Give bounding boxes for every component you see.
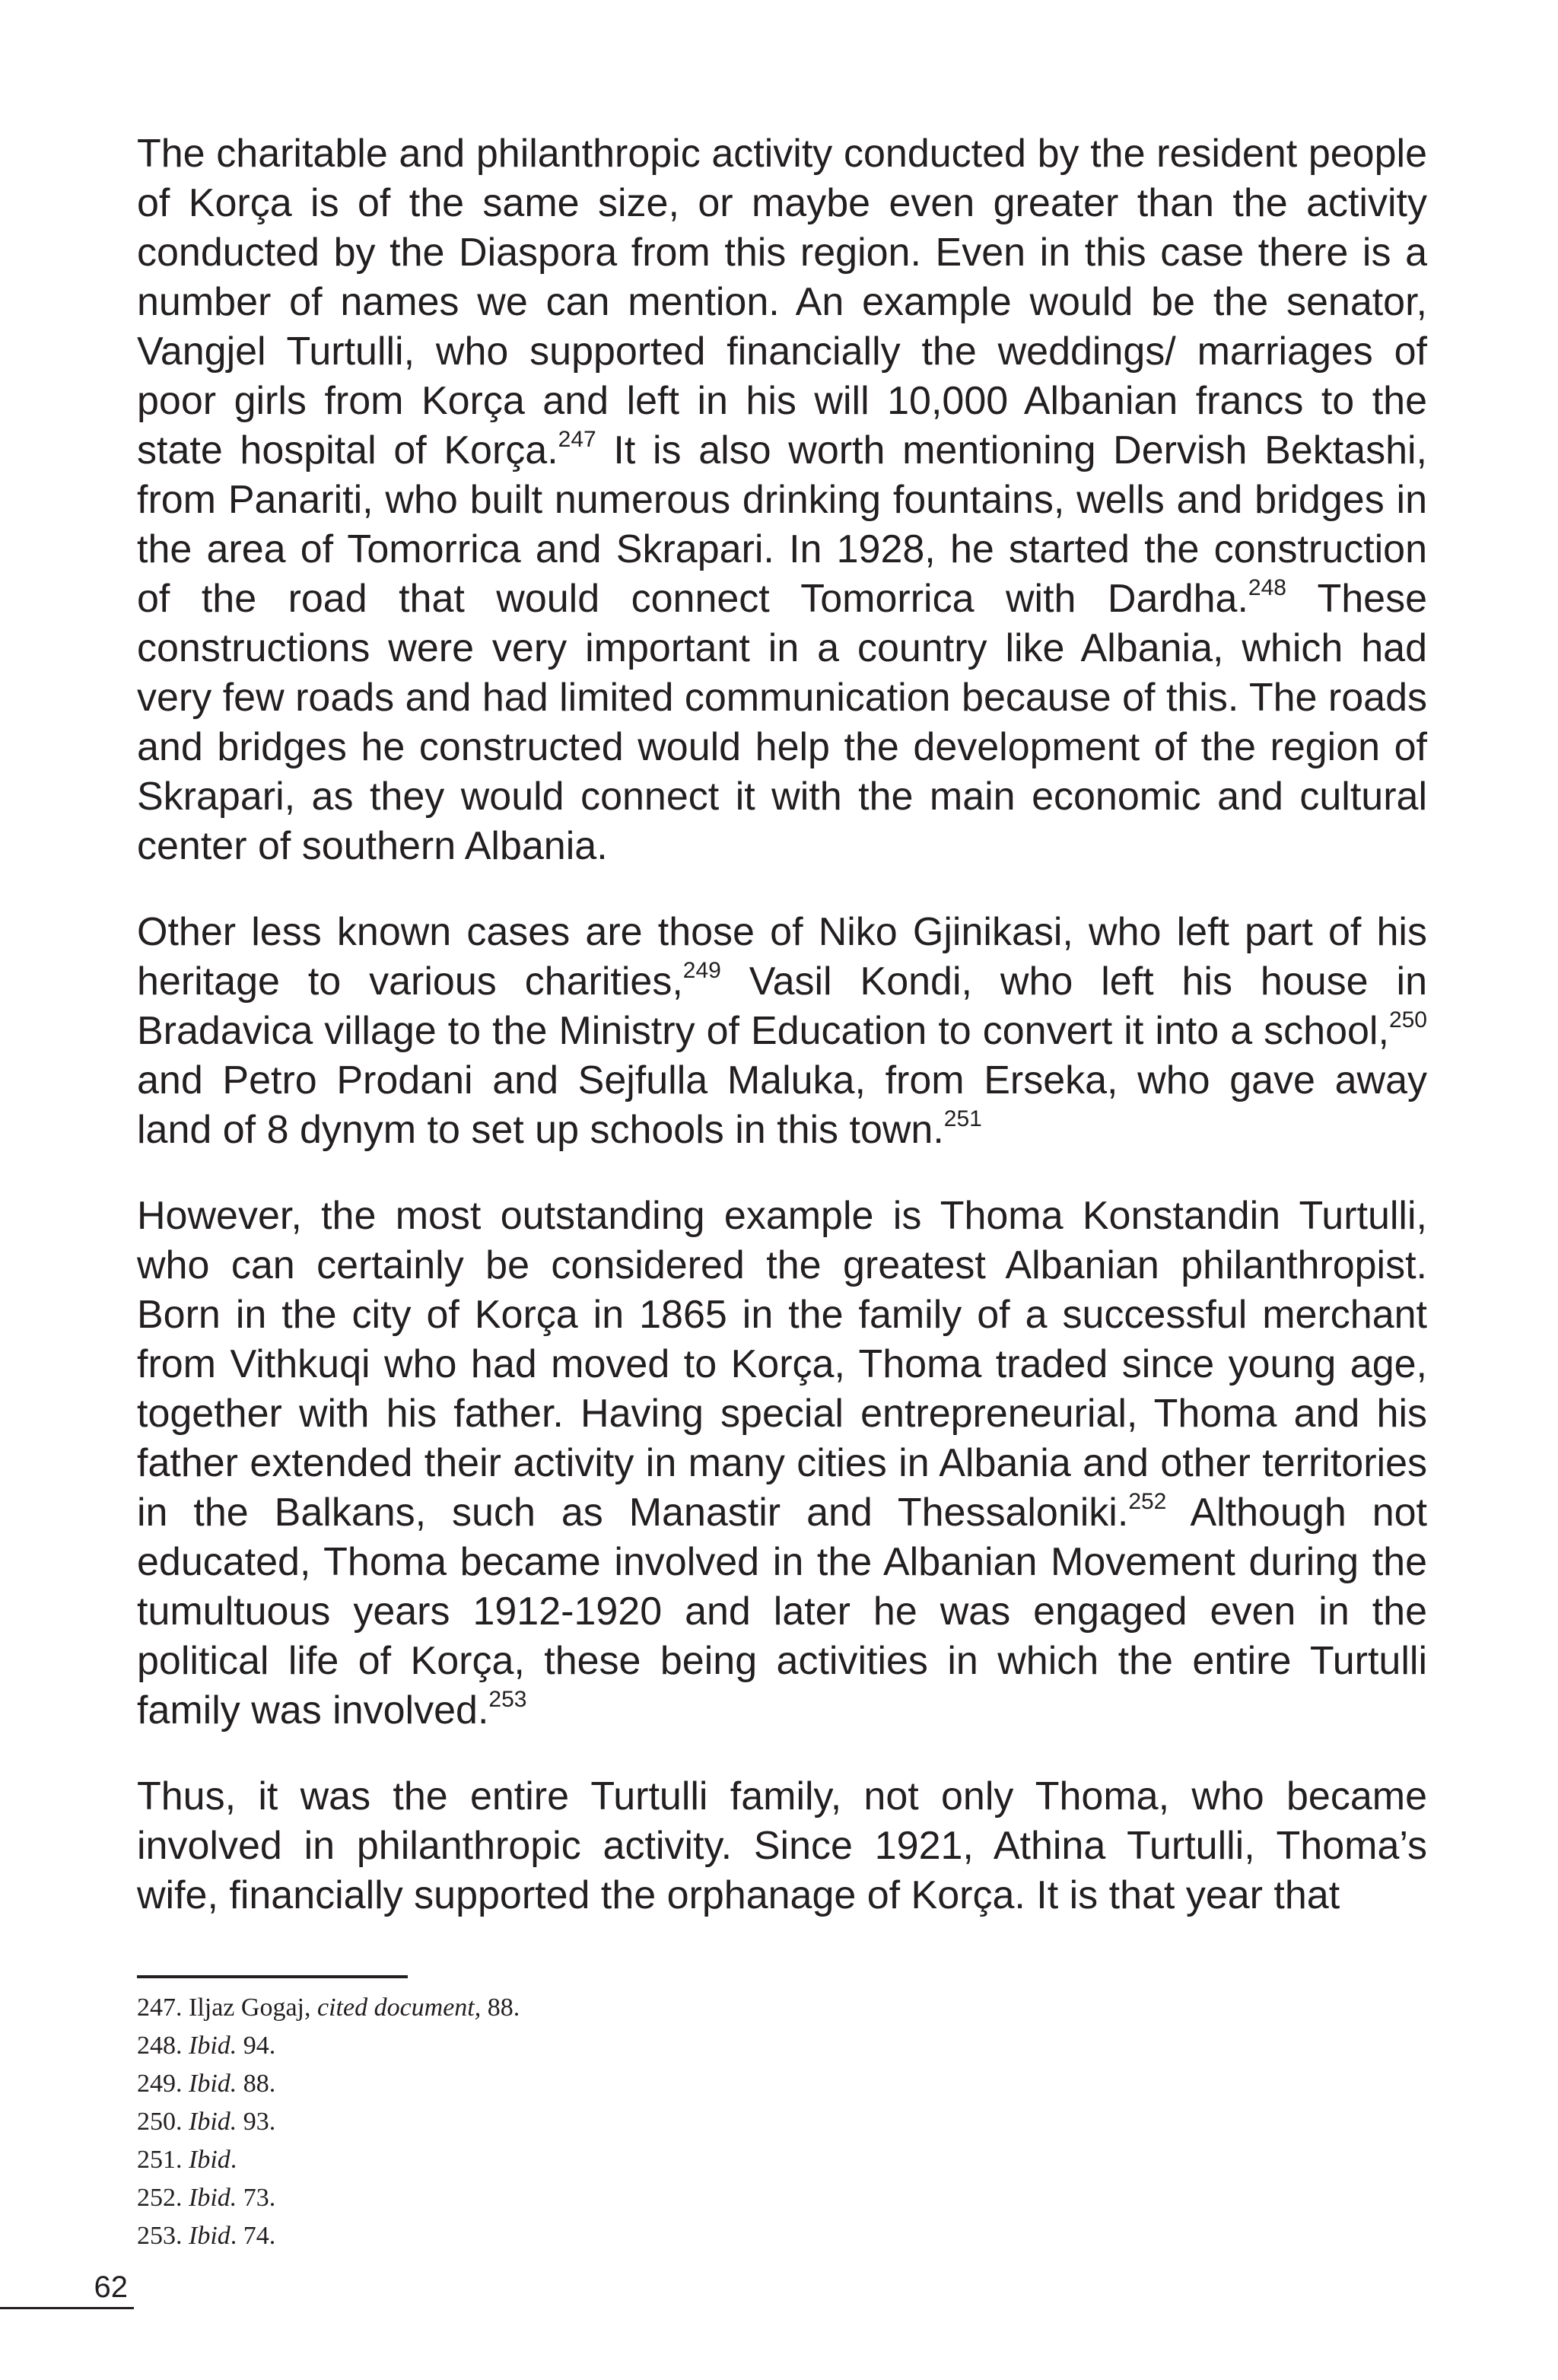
footnote-number: 248. (137, 2032, 189, 2060)
paragraph-text: Thus, it was the entire Turtulli family, not only Thoma, who became involved in philanthropic activity. Since 1921, Athina Turtulli, Thoma’s wife, financially supported the orphanage of Korça. It is that year that (137, 1774, 1427, 1917)
footnote (137, 1989, 1050, 2027)
footnote-text: 94. (237, 2032, 276, 2060)
footnote (137, 2103, 1050, 2141)
footnote-italic-text: Ibid. (189, 2070, 237, 2098)
paragraph-text: It is also worth mentioning Dervish Bektashi, from Panariti, who built numerous drinking fountains, wells and bridges in the area of Tomorrica and Skrapari. In 1928, he started the construction of the road that would connect Tomorrica with Dardha. (137, 428, 1427, 621)
footnote-reference[interactable]: 249 (682, 958, 721, 983)
body-text (137, 129, 1427, 1920)
footnote-number: 247. (137, 1993, 189, 2022)
footnote-reference[interactable]: 251 (943, 1106, 982, 1131)
footnote (137, 2179, 1050, 2217)
footnote (137, 2065, 1050, 2103)
paragraph-text: The charitable and philanthropic activity conducted by the resident people of Korça is of the same size, or maybe even greater than the activity conducted by the Diaspora from this region. Even in this case there is a number of names we can mention. An example would be the senator, Vangjel Turtulli, who supported financially the weddings/ marriages of poor girls from Korça and left in his will 10,000 Albanian francs to the state hospital of Korça. (137, 132, 1427, 473)
footnote-italic-text: Ibid. (189, 2032, 237, 2060)
footnote-italic-text: Ibid. (189, 2108, 237, 2136)
paragraph-text: and Petro Prodani and Sejfulla Maluka, from Erseka, who gave away land of 8 dynym to set up schools in this town. (137, 1058, 1427, 1152)
footnote (137, 2027, 1050, 2065)
paragraph-text: Although not educated, Thoma became involved in the Albanian Movement during the tumultuous years 1912-1920 and later he was engaged even in the political life of Korça, these being activities in which the entire Turtulli family was involved. (137, 1491, 1427, 1732)
footnote-separator (137, 1975, 408, 1978)
paragraph (137, 908, 1427, 1155)
footnote-text: . 74. (230, 2222, 276, 2250)
footnotes (137, 1989, 1050, 2255)
paragraph-text: These constructions were very important in a country like Albania, which had very few roads and had limited communication because of this. The roads and bridges he constructed would help the development of the region of Skrapari, as they would connect it with the main economic and cultural center of southern Albania. (137, 577, 1428, 868)
footnote-italic-text: Ibid (189, 2222, 231, 2250)
footnote-text: 93. (237, 2108, 276, 2136)
footnote-number: 250. (137, 2108, 189, 2136)
footnote-text: Iljaz Gogaj, (189, 1993, 317, 2022)
footnote-italic-text: cited document, (317, 1993, 482, 2022)
footnote (137, 2217, 1050, 2255)
paragraph-text: Vasil Kondi, who left his house in Bradavica village to the Ministry of Education to convert it into a school, (137, 959, 1427, 1053)
footnote-reference[interactable]: 252 (1128, 1489, 1167, 1514)
paragraph (137, 1192, 1427, 1736)
footnote-reference[interactable]: 248 (1248, 575, 1286, 600)
footnote-number: 251. (137, 2146, 189, 2174)
footnote-italic-text: Ibid (189, 2146, 231, 2174)
page-number-rule (0, 2307, 134, 2309)
footnote-text: . (230, 2146, 237, 2174)
page-number-block (0, 2267, 137, 2307)
footnote-text: 88. (481, 1993, 520, 2022)
footnote-reference[interactable]: 250 (1388, 1007, 1427, 1032)
footnote-reference[interactable]: 247 (558, 427, 596, 452)
footnote-text: 88. (237, 2070, 276, 2098)
footnote-italic-text: Ibid. (189, 2184, 237, 2212)
footnote-number: 249. (137, 2070, 189, 2098)
footnote-text: 73. (237, 2184, 276, 2212)
footnote-number: 252. (137, 2184, 189, 2212)
page-number: 62 (94, 2270, 128, 2304)
paragraph-text: However, the most outstanding example is Thoma Konstandin Turtulli, who can certainly be considered the greatest Albanian philanthropist. Born in the city of Korça in 1865 in the family of a successful merchant from Vithkuqi who had moved to Korça, Thoma traded since young age, together with his father. Having special entrepreneurial, Thoma and his father extended their activity in many cities in Albania and other territories in the Balkans, such as Manastir and Thessaloniki. (137, 1194, 1427, 1535)
paragraph (137, 129, 1427, 871)
paragraph (137, 1772, 1427, 1920)
footnote-reference[interactable]: 253 (488, 1687, 527, 1712)
footnote (137, 2141, 1050, 2179)
paragraph-text: Other less known cases are those of Niko Gjinikasi, who left part of his heritage to various charities, (137, 910, 1427, 1004)
footnote-number: 253. (137, 2222, 189, 2250)
